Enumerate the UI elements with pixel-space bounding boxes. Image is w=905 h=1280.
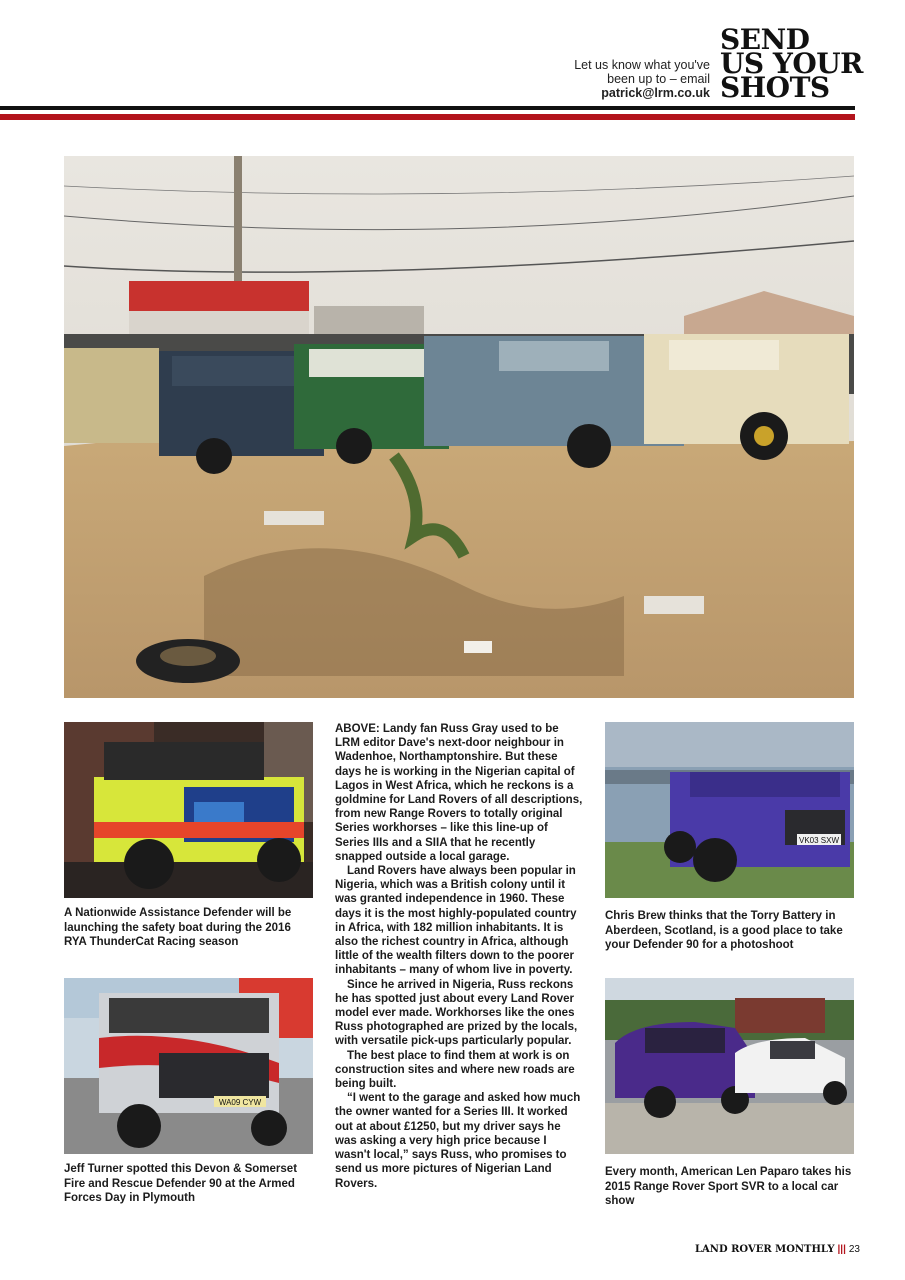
footer-separator: ||| — [837, 1244, 846, 1255]
header-email-link[interactable]: patrick@lrm.co.uk — [601, 86, 710, 100]
plate-defender-90: VK03 SXW — [798, 836, 840, 845]
section-title-line3: SHOTS — [720, 71, 830, 104]
article-paragraph: The best place to find them at work is on construction sites and where new roads are being built. — [335, 1049, 575, 1091]
caption-bottom-right: Every month, American Len Paparo takes his 2015 Range Rover Sport SVR to a local car show — [605, 1166, 852, 1207]
header-note-line1: Let us know what you've — [574, 58, 710, 72]
article-body — [335, 722, 585, 1191]
photo-torry-battery-defender — [605, 722, 854, 898]
page-footer — [690, 1244, 860, 1255]
section-title-line2: US YOUR — [720, 47, 863, 80]
photo-range-rover-svr — [605, 978, 854, 1154]
photo-nationwide-defender — [64, 722, 313, 898]
caption-top-right: Chris Brew thinks that the Torry Battery in Aberdeen, Scotland, is a good place to take your Defender 90 for a photoshoot — [605, 910, 843, 951]
header-note — [470, 58, 710, 100]
photo-fire-rescue-defender — [64, 978, 313, 1154]
page-number: 23 — [848, 1244, 860, 1255]
article-paragraph: “I went to the garage and asked how much the owner wanted for a Series III. It worked out at about £1250, but my driver says he was asking a very high price because I wasn't local,” says Russ, who promises to send us more pictures of Nigerian Land Rovers. — [335, 1092, 581, 1190]
article-paragraph: ABOVE: Landy fan Russ Gray used to be LRM editor Dave's next-door neighbour in Wadenhoe, Northamptonshire. But these days he is working in the Nigerian capital of Lagos in West Africa, which he reckons is a goldmine for Land Rovers of all descriptions, from new Range Rovers to totally original Series workhorses – like this line-up of Series IIIs and a SIIA that he recently snapped outside a local garage. — [335, 723, 583, 863]
header-rule-black — [0, 106, 855, 110]
plate-fire-defender: WA09 CYW — [218, 1098, 262, 1107]
section-title — [720, 23, 870, 104]
header-note-line2: been up to – email — [607, 72, 710, 86]
section-title-line1: SEND — [720, 23, 810, 56]
article-paragraph: Land Rovers have always been popular in Nigeria, which was a British colony until it was granted independence in 1960. These days it is the most highly-populated country in Africa, with 182 million inhabitants. It is also the richest country in Africa, although little of the wealth filters down to the poorer inhabitants – many of whom live in poverty. — [335, 865, 577, 977]
main-photo — [64, 156, 854, 698]
caption-top-left: A Nationwide Assistance Defender will be launching the safety boat during the 2016 RYA ThunderCat Racing season — [64, 907, 292, 948]
caption-bottom-left: Jeff Turner spotted this Devon & Somerset Fire and Rescue Defender 90 at the Armed Forces Day in Plymouth — [64, 1163, 298, 1204]
article-paragraph: Since he arrived in Nigeria, Russ reckons he has spotted just about every Land Rover model ever made. Workhorses like the ones Russ photographed are prized by the locals, with versatile pick-ups particularly popular. — [335, 978, 578, 1048]
footer-magazine-name: LAND ROVER MONTHLY — [695, 1244, 835, 1255]
header-rule-red — [0, 114, 855, 120]
